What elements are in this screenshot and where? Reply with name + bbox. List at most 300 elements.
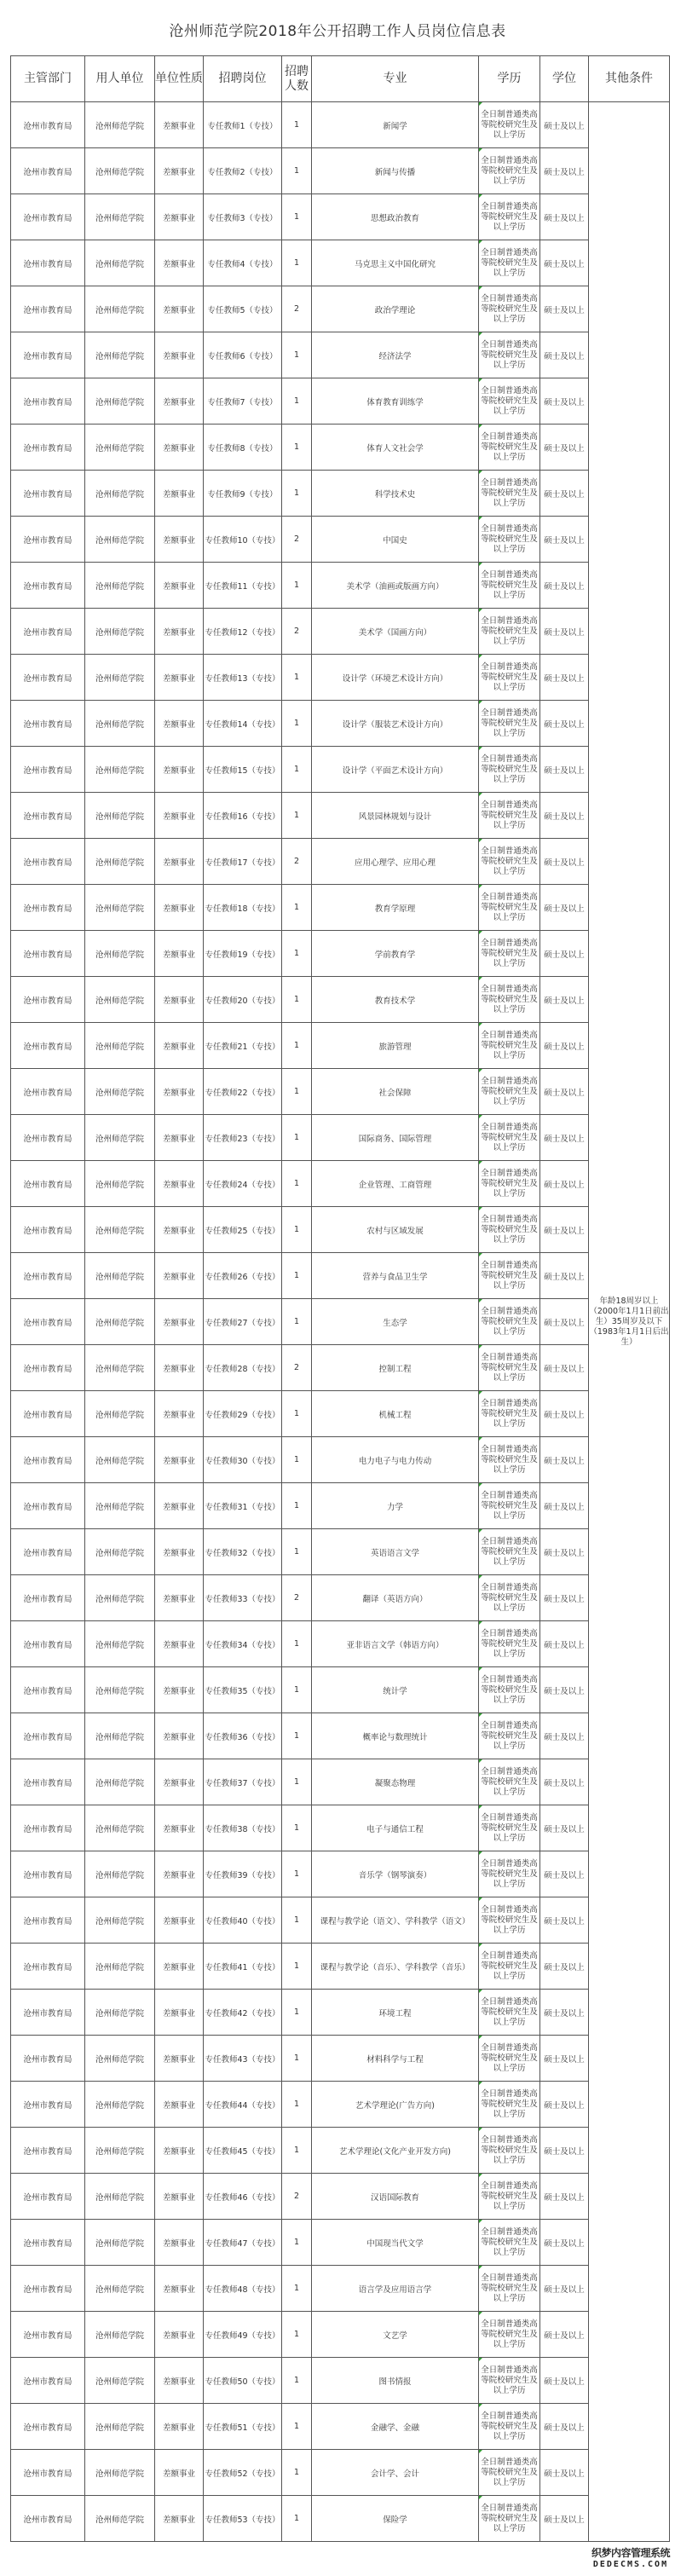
employer-cell: 沧州师范学院: [85, 701, 155, 747]
education-text: 全日制普通类高等院校研究生及以上学历: [481, 2273, 538, 2303]
degree-cell: 硕士及以上: [540, 1529, 589, 1575]
count-cell: 1: [282, 2450, 312, 2496]
degree-cell: 硕士及以上: [540, 2128, 589, 2174]
major-cell: 材料科学与工程: [312, 2036, 479, 2082]
post-cell: 专任教师34（专技）: [204, 1621, 282, 1667]
major-cell: 营养与食品卫生学: [312, 1253, 479, 1299]
major-cell: 艺术学理论(文化产业开发方向): [312, 2128, 479, 2174]
degree-cell: 硕士及以上: [540, 1621, 589, 1667]
comment-marker-icon: [479, 1713, 482, 1717]
major-cell: 音乐学（钢琴演奏）: [312, 1851, 479, 1897]
nature-cell: 差额事业: [155, 378, 204, 425]
education-text: 全日制普通类高等院校研究生及以上学历: [481, 339, 538, 370]
major-cell: 课程与教学论（音乐）、学科教学（音乐）: [312, 1944, 479, 1990]
post-cell: 专任教师30（专技）: [204, 1437, 282, 1483]
comment-marker-icon: [479, 148, 482, 152]
dept-cell: 沧州市教育局: [11, 1897, 85, 1944]
education-cell: [479, 102, 540, 148]
count-cell: 1: [282, 2404, 312, 2450]
table-row: [11, 102, 670, 148]
nature-cell: 差额事业: [155, 1667, 204, 1713]
table-row: [11, 793, 670, 839]
employer-cell: 沧州师范学院: [85, 1253, 155, 1299]
education-text: 全日制普通类高等院校研究生及以上学历: [481, 293, 538, 324]
nature-cell: 差额事业: [155, 425, 204, 471]
education-cell: [479, 517, 540, 563]
count-cell: 2: [282, 1575, 312, 1621]
post-cell: 专任教师33（专技）: [204, 1575, 282, 1621]
degree-cell: 硕士及以上: [540, 1713, 589, 1759]
degree-cell: 硕士及以上: [540, 2082, 589, 2128]
dept-cell: 沧州市教育局: [11, 1161, 85, 1207]
dept-cell: 沧州市教育局: [11, 2128, 85, 2174]
dept-cell: 沧州市教育局: [11, 1990, 85, 2036]
education-cell: [479, 1437, 540, 1483]
count-cell: 1: [282, 1851, 312, 1897]
count-cell: 1: [282, 1990, 312, 2036]
degree-cell: 硕士及以上: [540, 1345, 589, 1391]
education-text: 全日制普通类高等院校研究生及以上学历: [481, 2411, 538, 2441]
count-cell: 1: [282, 1621, 312, 1667]
employer-cell: 沧州师范学院: [85, 1759, 155, 1805]
comment-marker-icon: [479, 102, 482, 106]
major-cell: 语言学及应用语言学: [312, 2266, 479, 2312]
major-cell: 设计学（服装艺术设计方向）: [312, 701, 479, 747]
employer-cell: 沧州师范学院: [85, 1667, 155, 1713]
nature-cell: 差额事业: [155, 332, 204, 378]
dept-cell: 沧州市教育局: [11, 1299, 85, 1345]
comment-marker-icon: [479, 1621, 482, 1625]
degree-cell: 硕士及以上: [540, 1990, 589, 2036]
count-cell: 1: [282, 378, 312, 425]
degree-cell: 硕士及以上: [540, 977, 589, 1023]
nature-cell: 差额事业: [155, 2220, 204, 2266]
education-cell: [479, 609, 540, 655]
post-cell: 专任教师44（专技）: [204, 2082, 282, 2128]
comment-marker-icon: [479, 2128, 482, 2131]
table-row: [11, 1483, 670, 1529]
table-row: [11, 2082, 670, 2128]
comment-marker-icon: [479, 701, 482, 704]
degree-cell: 硕士及以上: [540, 2174, 589, 2220]
nature-cell: 差额事业: [155, 1851, 204, 1897]
count-cell: 1: [282, 747, 312, 793]
major-cell: 统计学: [312, 1667, 479, 1713]
education-cell: [479, 1897, 540, 1944]
nature-cell: 差额事业: [155, 1207, 204, 1253]
education-cell: [479, 2266, 540, 2312]
degree-cell: 硕士及以上: [540, 701, 589, 747]
employer-cell: 沧州师范学院: [85, 1990, 155, 2036]
employer-cell: 沧州师范学院: [85, 563, 155, 609]
major-cell: 中国史: [312, 517, 479, 563]
degree-cell: 硕士及以上: [540, 1115, 589, 1161]
table-row: [11, 747, 670, 793]
major-cell: 生态学: [312, 1299, 479, 1345]
table-row: [11, 1161, 670, 1207]
education-cell: [479, 1667, 540, 1713]
major-cell: 中国现当代文学: [312, 2220, 479, 2266]
table-row: [11, 563, 670, 609]
education-text: 全日制普通类高等院校研究生及以上学历: [481, 1398, 538, 1429]
post-cell: 专任教师39（专技）: [204, 1851, 282, 1897]
comment-marker-icon: [479, 471, 482, 474]
table-row: [11, 701, 670, 747]
degree-cell: 硕士及以上: [540, 2496, 589, 2542]
comment-marker-icon: [479, 1759, 482, 1763]
major-cell: 金融学、金融: [312, 2404, 479, 2450]
table-row: [11, 517, 670, 563]
nature-cell: 差额事业: [155, 1253, 204, 1299]
education-text: 全日制普通类高等院校研究生及以上学历: [481, 2319, 538, 2349]
table-row: [11, 378, 670, 425]
table-row: [11, 609, 670, 655]
degree-cell: 硕士及以上: [540, 332, 589, 378]
education-text: 全日制普通类高等院校研究生及以上学历: [481, 2227, 538, 2257]
other-conditions-cell: 年龄18周岁以上（2000年1月1日前出生）35周岁及以下（1983年1月1日后出生）: [589, 102, 670, 2542]
employer-cell: 沧州师范学院: [85, 194, 155, 240]
employer-cell: 沧州师范学院: [85, 240, 155, 286]
table-row: [11, 1713, 670, 1759]
education-text: 全日制普通类高等院校研究生及以上学历: [481, 477, 538, 508]
post-cell: 专任教师3（专技）: [204, 194, 282, 240]
count-cell: 1: [282, 2128, 312, 2174]
table-row: [11, 1437, 670, 1483]
comment-marker-icon: [479, 378, 482, 382]
post-cell: 专任教师2（专技）: [204, 148, 282, 194]
education-text: 全日制普通类高等院校研究生及以上学历: [481, 1260, 538, 1291]
dept-cell: 沧州市教育局: [11, 471, 85, 517]
table-row: [11, 1253, 670, 1299]
major-cell: 凝聚态物理: [312, 1759, 479, 1805]
major-cell: 旅游管理: [312, 1023, 479, 1069]
education-text: 全日制普通类高等院校研究生及以上学历: [481, 1490, 538, 1521]
comment-marker-icon: [479, 1207, 482, 1210]
count-cell: 2: [282, 286, 312, 332]
employer-cell: 沧州师范学院: [85, 332, 155, 378]
dept-cell: 沧州市教育局: [11, 1621, 85, 1667]
count-cell: 2: [282, 2174, 312, 2220]
watermark-line1: 织梦内容管理系统: [591, 2547, 670, 2559]
nature-cell: 差额事业: [155, 102, 204, 148]
nature-cell: 差额事业: [155, 1161, 204, 1207]
header-education: 学历: [479, 56, 540, 102]
education-cell: [479, 2082, 540, 2128]
nature-cell: 差额事业: [155, 563, 204, 609]
major-cell: 科学技术史: [312, 471, 479, 517]
comment-marker-icon: [479, 2220, 482, 2223]
comment-marker-icon: [479, 1253, 482, 1256]
table-row: [11, 471, 670, 517]
nature-cell: 差额事业: [155, 517, 204, 563]
table-header-row: [11, 56, 670, 102]
job-positions-table: [10, 55, 670, 2542]
table-row: [11, 1851, 670, 1897]
education-text: 全日制普通类高等院校研究生及以上学历: [481, 1076, 538, 1106]
post-cell: 专任教师5（专技）: [204, 286, 282, 332]
education-cell: [479, 194, 540, 240]
comment-marker-icon: [479, 793, 482, 796]
post-cell: 专任教师25（专技）: [204, 1207, 282, 1253]
post-cell: 专任教师13（专技）: [204, 655, 282, 701]
dept-cell: 沧州市教育局: [11, 517, 85, 563]
count-cell: 1: [282, 425, 312, 471]
count-cell: 2: [282, 609, 312, 655]
dept-cell: 沧州市教育局: [11, 1805, 85, 1851]
nature-cell: 差额事业: [155, 747, 204, 793]
count-cell: 1: [282, 1897, 312, 1944]
dept-cell: 沧州市教育局: [11, 977, 85, 1023]
nature-cell: 差额事业: [155, 148, 204, 194]
education-text: 全日制普通类高等院校研究生及以上学历: [481, 2503, 538, 2533]
nature-cell: 差额事业: [155, 1713, 204, 1759]
education-text: 全日制普通类高等院校研究生及以上学历: [481, 1444, 538, 1475]
education-cell: [479, 1990, 540, 2036]
major-cell: 艺术学理论(广告方向): [312, 2082, 479, 2128]
nature-cell: 差额事业: [155, 1805, 204, 1851]
nature-cell: 差额事业: [155, 655, 204, 701]
education-text: 全日制普通类高等院校研究生及以上学历: [481, 892, 538, 922]
nature-cell: 差额事业: [155, 2266, 204, 2312]
major-cell: 思想政治教育: [312, 194, 479, 240]
count-cell: 1: [282, 1529, 312, 1575]
education-text: 全日制普通类高等院校研究生及以上学历: [481, 155, 538, 186]
education-cell: [479, 977, 540, 1023]
education-text: 全日制普通类高等院校研究生及以上学历: [481, 1950, 538, 1981]
degree-cell: 硕士及以上: [540, 747, 589, 793]
table-row: [11, 2358, 670, 2404]
dept-cell: 沧州市教育局: [11, 1483, 85, 1529]
degree-cell: 硕士及以上: [540, 1069, 589, 1115]
comment-marker-icon: [479, 1990, 482, 1993]
employer-cell: 沧州师范学院: [85, 609, 155, 655]
education-cell: [479, 2220, 540, 2266]
education-text: 全日制普通类高等院校研究生及以上学历: [481, 661, 538, 692]
nature-cell: 差额事业: [155, 194, 204, 240]
employer-cell: 沧州师范学院: [85, 1207, 155, 1253]
education-cell: [479, 471, 540, 517]
dept-cell: 沧州市教育局: [11, 2312, 85, 2358]
education-text: 全日制普通类高等院校研究生及以上学历: [481, 201, 538, 232]
nature-cell: 差额事业: [155, 1023, 204, 1069]
table-row: [11, 1023, 670, 1069]
count-cell: 1: [282, 194, 312, 240]
education-cell: [479, 2312, 540, 2358]
table-row: [11, 194, 670, 240]
comment-marker-icon: [479, 1023, 482, 1026]
degree-cell: 硕士及以上: [540, 1253, 589, 1299]
employer-cell: 沧州师范学院: [85, 1345, 155, 1391]
degree-cell: 硕士及以上: [540, 839, 589, 885]
nature-cell: 差额事业: [155, 2358, 204, 2404]
comment-marker-icon: [479, 2174, 482, 2177]
table-row: [11, 2450, 670, 2496]
nature-cell: 差额事业: [155, 2128, 204, 2174]
education-cell: [479, 1207, 540, 1253]
education-text: 全日制普通类高等院校研究生及以上学历: [481, 615, 538, 646]
dept-cell: 沧州市教育局: [11, 1023, 85, 1069]
degree-cell: 硕士及以上: [540, 517, 589, 563]
dept-cell: 沧州市教育局: [11, 2358, 85, 2404]
dept-cell: 沧州市教育局: [11, 1253, 85, 1299]
count-cell: 1: [282, 1483, 312, 1529]
post-cell: 专任教师4（专技）: [204, 240, 282, 286]
education-text: 全日制普通类高等院校研究生及以上学历: [481, 1582, 538, 1613]
major-cell: 环境工程: [312, 1990, 479, 2036]
post-cell: 专任教师20（专技）: [204, 977, 282, 1023]
nature-cell: 差额事业: [155, 2312, 204, 2358]
dept-cell: 沧州市教育局: [11, 1944, 85, 1990]
comment-marker-icon: [479, 425, 482, 428]
employer-cell: 沧州师范学院: [85, 1529, 155, 1575]
nature-cell: 差额事业: [155, 2496, 204, 2542]
table-row: [11, 286, 670, 332]
post-cell: 专任教师29（专技）: [204, 1391, 282, 1437]
education-cell: [479, 2036, 540, 2082]
table-row: [11, 1345, 670, 1391]
major-cell: 机械工程: [312, 1391, 479, 1437]
employer-cell: 沧州师范学院: [85, 1621, 155, 1667]
post-cell: 专任教师35（专技）: [204, 1667, 282, 1713]
comment-marker-icon: [479, 2358, 482, 2361]
education-text: 全日制普通类高等院校研究生及以上学历: [481, 1352, 538, 1383]
table-row: [11, 240, 670, 286]
employer-cell: 沧州师范学院: [85, 1161, 155, 1207]
education-text: 全日制普通类高等院校研究生及以上学历: [481, 2042, 538, 2073]
employer-cell: 沧州师范学院: [85, 885, 155, 931]
comment-marker-icon: [479, 931, 482, 934]
nature-cell: 差额事业: [155, 839, 204, 885]
education-cell: [479, 1023, 540, 1069]
employer-cell: 沧州师范学院: [85, 2496, 155, 2542]
nature-cell: 差额事业: [155, 1944, 204, 1990]
table-row: [11, 2174, 670, 2220]
comment-marker-icon: [479, 1115, 482, 1118]
education-cell: [479, 1345, 540, 1391]
table-row: [11, 2220, 670, 2266]
dept-cell: 沧州市教育局: [11, 793, 85, 839]
major-cell: 经济法学: [312, 332, 479, 378]
major-cell: 设计学（平面艺术设计方向）: [312, 747, 479, 793]
major-cell: 马克思主义中国化研究: [312, 240, 479, 286]
employer-cell: 沧州师范学院: [85, 1713, 155, 1759]
employer-cell: 沧州师范学院: [85, 2312, 155, 2358]
count-cell: 1: [282, 1115, 312, 1161]
education-text: 全日制普通类高等院校研究生及以上学历: [481, 846, 538, 876]
degree-cell: 硕士及以上: [540, 931, 589, 977]
education-cell: [479, 286, 540, 332]
degree-cell: 硕士及以上: [540, 793, 589, 839]
post-cell: 专任教师28（专技）: [204, 1345, 282, 1391]
employer-cell: 沧州师范学院: [85, 2174, 155, 2220]
post-cell: 专任教师49（专技）: [204, 2312, 282, 2358]
count-cell: 1: [282, 2312, 312, 2358]
comment-marker-icon: [479, 1851, 482, 1855]
employer-cell: 沧州师范学院: [85, 1805, 155, 1851]
major-cell: 英语语言文学: [312, 1529, 479, 1575]
education-text: 全日制普通类高等院校研究生及以上学历: [481, 1720, 538, 1751]
dept-cell: 沧州市教育局: [11, 148, 85, 194]
dept-cell: 沧州市教育局: [11, 1345, 85, 1391]
header-post: 招聘岗位: [204, 56, 282, 102]
degree-cell: 硕士及以上: [540, 194, 589, 240]
table-row: [11, 1529, 670, 1575]
comment-marker-icon: [479, 240, 482, 244]
dept-cell: 沧州市教育局: [11, 240, 85, 286]
education-text: 全日制普通类高等院校研究生及以上学历: [481, 984, 538, 1014]
major-cell: 美术学（国画方向）: [312, 609, 479, 655]
employer-cell: 沧州师范学院: [85, 839, 155, 885]
education-text: 全日制普通类高等院校研究生及以上学历: [481, 2134, 538, 2165]
post-cell: 专任教师15（专技）: [204, 747, 282, 793]
count-cell: 1: [282, 1944, 312, 1990]
nature-cell: 差额事业: [155, 885, 204, 931]
post-cell: 专任教师17（专技）: [204, 839, 282, 885]
major-cell: 社会保障: [312, 1069, 479, 1115]
nature-cell: 差额事业: [155, 1345, 204, 1391]
post-cell: 专任教师38（专技）: [204, 1805, 282, 1851]
table-body: [11, 102, 670, 2542]
degree-cell: 硕士及以上: [540, 1207, 589, 1253]
table-row: [11, 1621, 670, 1667]
table-row: [11, 1897, 670, 1944]
education-cell: [479, 2128, 540, 2174]
education-text: 全日制普通类高等院校研究生及以上学历: [481, 2365, 538, 2395]
header-count: 招聘人数: [282, 56, 312, 102]
education-text: 全日制普通类高等院校研究生及以上学历: [481, 247, 538, 278]
degree-cell: 硕士及以上: [540, 2312, 589, 2358]
comment-marker-icon: [479, 1161, 482, 1164]
education-cell: [479, 425, 540, 471]
count-cell: 1: [282, 1759, 312, 1805]
major-cell: 教育学原理: [312, 885, 479, 931]
count-cell: 1: [282, 471, 312, 517]
table-row: [11, 931, 670, 977]
employer-cell: 沧州师范学院: [85, 1483, 155, 1529]
table-row: [11, 2128, 670, 2174]
post-cell: 专任教师42（专技）: [204, 1990, 282, 2036]
post-cell: 专任教师48（专技）: [204, 2266, 282, 2312]
major-cell: 国际商务、国际管理: [312, 1115, 479, 1161]
degree-cell: 硕士及以上: [540, 425, 589, 471]
education-text: 全日制普通类高等院校研究生及以上学历: [481, 1168, 538, 1198]
comment-marker-icon: [479, 1805, 482, 1809]
employer-cell: 沧州师范学院: [85, 1437, 155, 1483]
post-cell: 专任教师22（专技）: [204, 1069, 282, 1115]
comment-marker-icon: [479, 1069, 482, 1072]
education-text: 全日制普通类高等院校研究生及以上学历: [481, 1536, 538, 1567]
education-cell: [479, 1851, 540, 1897]
employer-cell: 沧州师范学院: [85, 931, 155, 977]
post-cell: 专任教师52（专技）: [204, 2450, 282, 2496]
major-cell: 控制工程: [312, 1345, 479, 1391]
comment-marker-icon: [479, 563, 482, 566]
count-cell: 1: [282, 931, 312, 977]
nature-cell: 差额事业: [155, 2404, 204, 2450]
comment-marker-icon: [479, 747, 482, 750]
post-cell: 专任教师51（专技）: [204, 2404, 282, 2450]
nature-cell: 差额事业: [155, 2174, 204, 2220]
education-text: 全日制普通类高等院校研究生及以上学历: [481, 109, 538, 140]
major-cell: 文艺学: [312, 2312, 479, 2358]
degree-cell: 硕士及以上: [540, 563, 589, 609]
major-cell: 体育教育训练学: [312, 378, 479, 425]
comment-marker-icon: [479, 839, 482, 842]
degree-cell: 硕士及以上: [540, 2404, 589, 2450]
post-cell: 专任教师36（专技）: [204, 1713, 282, 1759]
dept-cell: 沧州市教育局: [11, 102, 85, 148]
education-text: 全日制普通类高等院校研究生及以上学历: [481, 523, 538, 554]
